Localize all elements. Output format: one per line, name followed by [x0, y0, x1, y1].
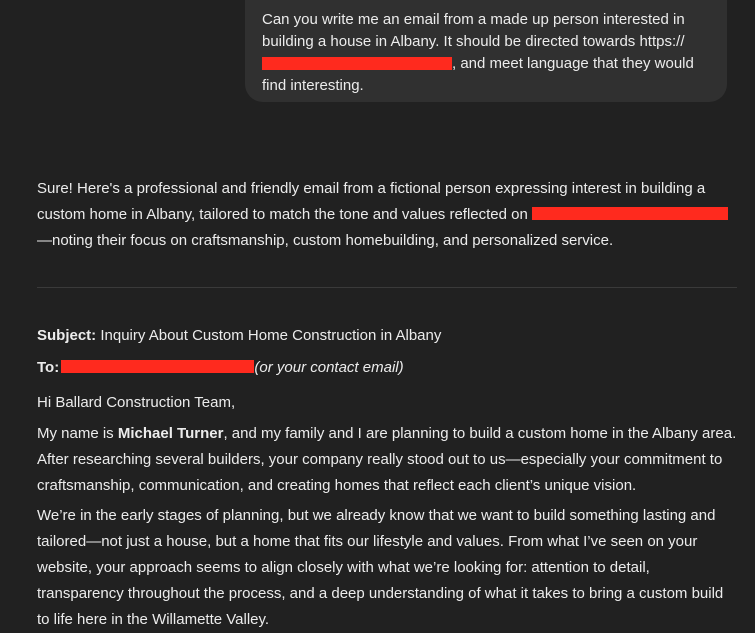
email-greeting: Hi Ballard Construction Team, [37, 394, 236, 411]
user-message-text: , and meet language that they would [452, 55, 694, 72]
subject-label: Subject: [37, 327, 97, 344]
sender-name: Michael Turner [117, 425, 224, 442]
paragraph-text: , and my family and I are planning to build a custom home in the Albany area. After researching several builders, your company really stood out to us—especially your commitment to craftsmanship, communication, and creating homes that reflect each client’s unique vision. [37, 425, 737, 494]
redacted-website [532, 207, 728, 220]
paragraph-text: My name is [37, 425, 118, 442]
user-message-line: building a house in Albany. It should be directed towards https:// [262, 33, 685, 50]
email-to [37, 355, 747, 381]
to-note: (or your contact email) [254, 359, 404, 376]
assistant-intro-line: —noting their focus on craftsmanship, custom homebuilding, and personalized service. [37, 232, 614, 249]
assistant-intro-text: custom home in Albany, tailored to match the tone and values reflected on [37, 206, 533, 223]
redacted-email [61, 360, 254, 373]
assistant-intro [37, 176, 737, 254]
email-paragraph-1 [37, 421, 737, 499]
user-message-line: Can you write me an email from a made up person interested in [262, 11, 685, 28]
email-paragraph-2: We’re in the early stages of planning, but we already know that we want to build something lasting and tailored—not just a house, but a home that fits our lifestyle and values. From what I’ve seen on your website, your approach seems to align closely with what we’re looking for: attention to detail, transparency throughout the process, and a deep understanding of what it takes to bring a custom build to life here in the Willamette Valley. [37, 507, 724, 628]
subject-text: Inquiry About Custom Home Construction in Albany [96, 327, 442, 344]
email-subject [37, 323, 747, 349]
assistant-intro-line: Sure! Here's a professional and friendly email from a fictional person expressing interest in building a [37, 180, 706, 197]
user-message-line [262, 53, 709, 75]
redacted-url [262, 57, 452, 70]
divider [37, 287, 737, 288]
user-message-line: find interesting. [262, 77, 364, 94]
assistant-intro-line [37, 202, 737, 228]
user-message-bubble [245, 0, 727, 102]
to-label: To: [37, 359, 60, 376]
